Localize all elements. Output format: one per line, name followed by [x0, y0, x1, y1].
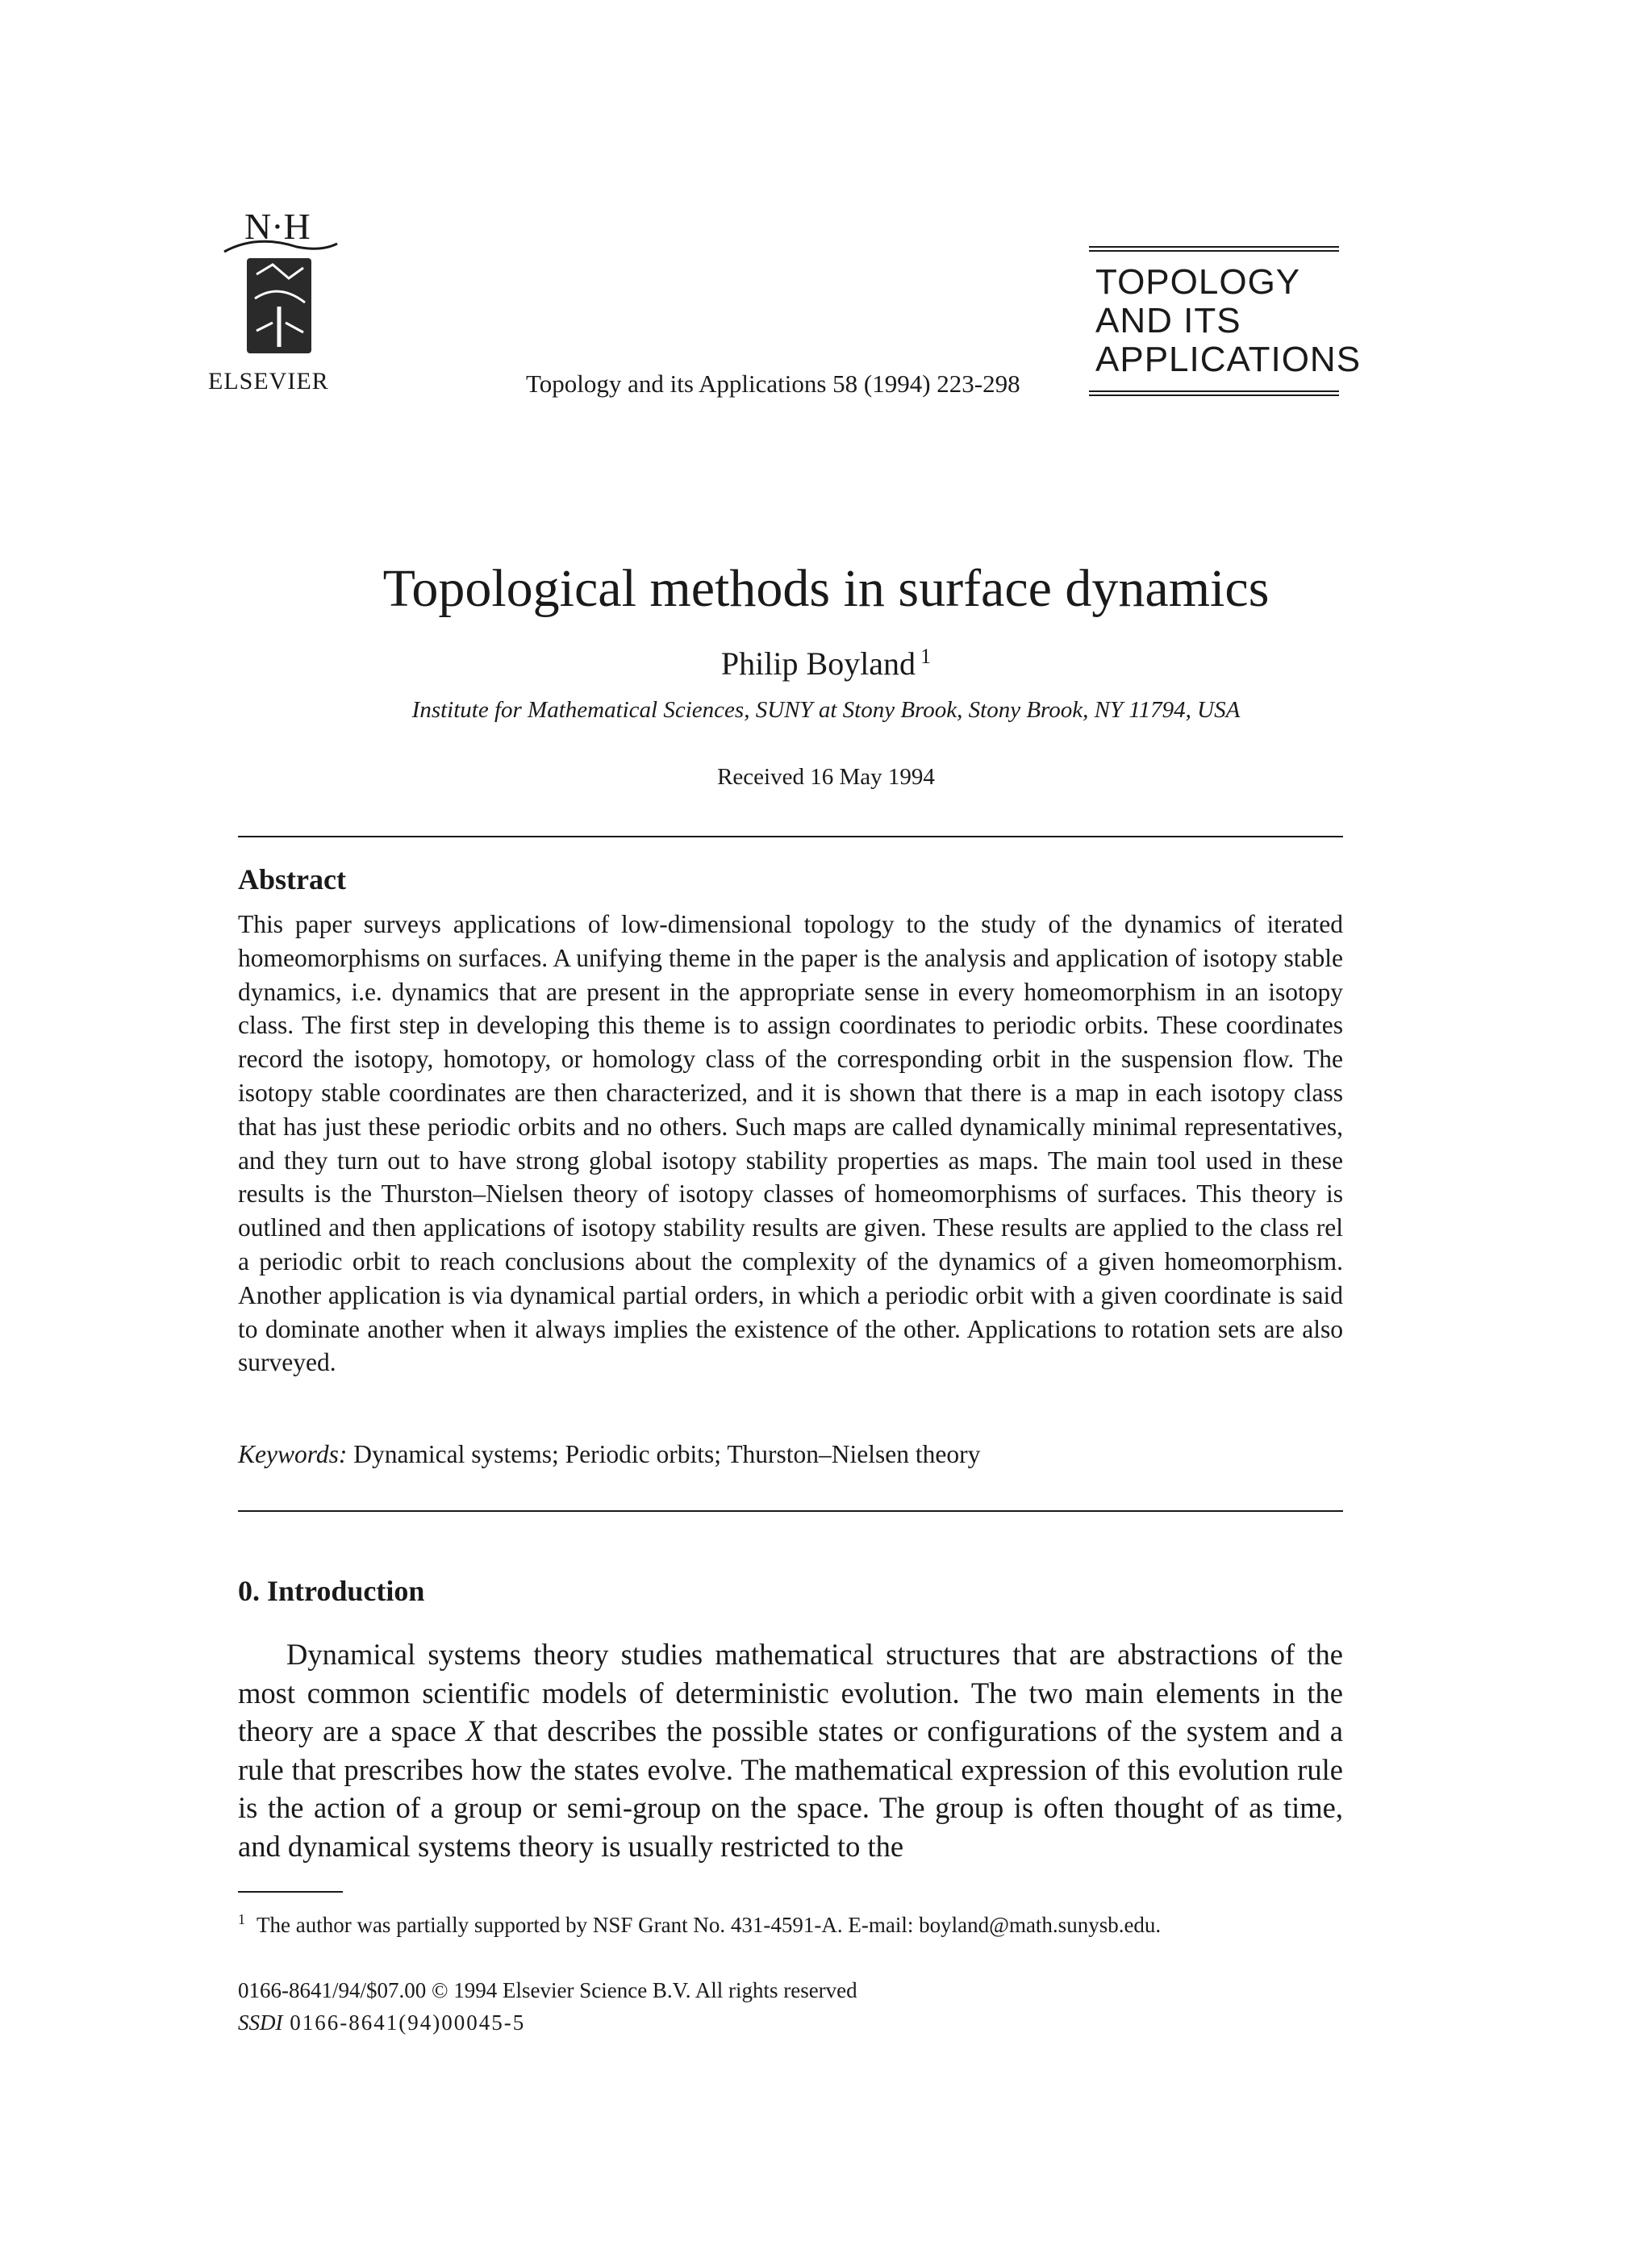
double-rule — [1089, 246, 1339, 252]
journal-reference: Topology and its Applications 58 (1994) 223-298 — [526, 369, 1020, 398]
journal-name-box — [1089, 246, 1362, 396]
svg-text:N·H: N·H — [244, 206, 311, 247]
math-variable: X — [465, 1714, 484, 1748]
intro-text-part: Dynamical systems theory studies mathematical structures that are abstractions of the most common scientific models of deterministic evolution. The two main elements in the theory are a space — [238, 1638, 1343, 1748]
author-footnote-mark: 1 — [920, 645, 932, 668]
abstract-heading: Abstract — [238, 863, 346, 895]
abstract-top-rule — [238, 836, 1343, 837]
intro-text-part: that describes the possible states or configurations of the system and a rule that prescribes how the states evolve. The mathematical expression of this evolution rule is the action of a group or semi-group on the space. The group is often thought of as time, and dynamical systems theory is usually restricted to the — [238, 1714, 1343, 1863]
abstract-body: This paper surveys applications of low-dimensional topology to the study of the dynamics of iterated homeomorphisms on surfaces. A unifying theme in the paper is the analysis and application of isotopy stable dynamics, i.e. dynamics that are present in the appropriate sense in every homeomorphism in an isotopy class. The first step in developing this theme is to assign coordinates to periodic orbits. These coordinates record the isotopy, homotopy, or homology class of the corresponding orbit in the suspension flow. The isotopy stable coordinates are then characterized, and it is shown that there is a map in each isotopy class that has just these periodic orbits and no others. Such maps are called dynamically minimal representatives, and they turn out to have strong global isotopy stability properties as maps. The main tool used in these results is the Thurston–Nielsen theory of isotopy classes of homeomorphisms of surfaces. This theory is outlined and then applications of isotopy stability results are given. These results are applied to the class rel a periodic orbit to reach conclusions about the complexity of the dynamics of a given homeomorphism. Another application is via dynamical partial orders, in which a periodic orbit with a given coordinate is said to dominate another when it always implies the existence of the other. Applications to rotation sets are also surveyed. — [238, 910, 1343, 1377]
footnote-mark: 1 — [238, 1911, 245, 1927]
author-line — [0, 637, 1652, 683]
footnote-text: The author was partially supported by NSF Grant No. 431-4591-A. E-mail: boyland@math.sunysb.edu. — [257, 1913, 1162, 1937]
ssdi-code: 0166-8641(94)00045-5 — [282, 2010, 526, 2035]
double-rule — [1089, 390, 1339, 396]
footnote-rule — [238, 1891, 343, 1893]
introduction-body — [238, 1635, 1343, 1866]
ssdi-label: SSDI — [238, 2010, 283, 2035]
publisher-name: ELSEVIER — [208, 368, 329, 395]
abstract-bottom-rule — [238, 1510, 1343, 1512]
journal-name-line: TOPOLOGY — [1095, 262, 1301, 302]
journal-name-line: AND ITS — [1095, 301, 1241, 340]
section-heading: 0. Introduction — [238, 1575, 425, 1607]
article-title: Topological methods in surface dynamics — [382, 559, 1270, 618]
footnote — [238, 1906, 1367, 1939]
received-date: Received 16 May 1994 — [717, 764, 935, 790]
keywords-label: Keywords: — [238, 1440, 348, 1468]
ssdi-line — [238, 2009, 525, 2036]
copyright-line: 0166-8641/94/$07.00 © 1994 Elsevier Science B.V. All rights reserved — [238, 1978, 857, 2002]
affiliation: Institute for Mathematical Sciences, SUNY at Stony Brook, Stony Brook, NY 11794, USA — [411, 697, 1241, 723]
keywords — [238, 1438, 1343, 1472]
elsevier-logo — [208, 202, 345, 387]
author-name: Philip Boyland — [720, 645, 916, 682]
keywords-list: Dynamical systems; Periodic orbits; Thurston–Nielsen theory — [353, 1440, 981, 1468]
journal-name-line: APPLICATIONS — [1095, 340, 1362, 379]
